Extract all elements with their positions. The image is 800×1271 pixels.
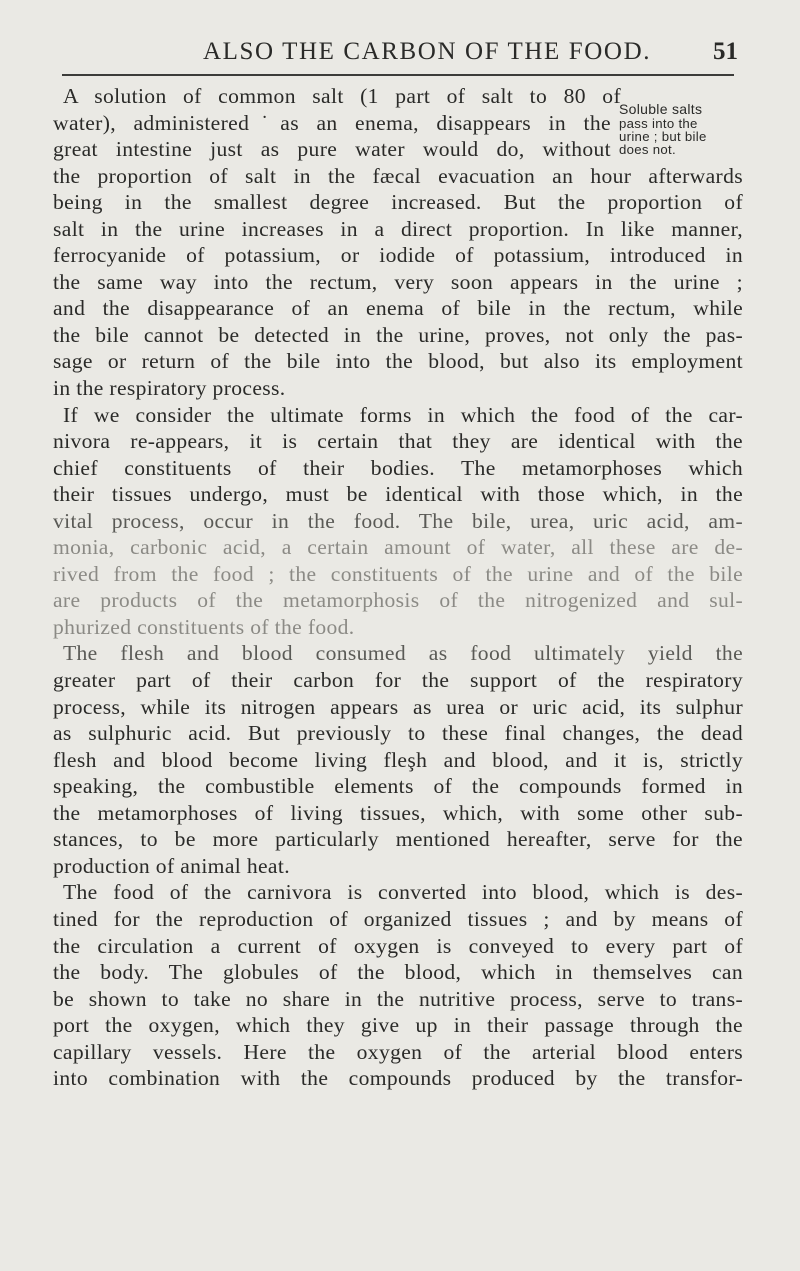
text-line: the proportion of salt in the fæcal evacuation an hour afterwards	[53, 163, 743, 188]
text-line: the circulation a current of oxygen is conveyed to every part of	[53, 933, 743, 958]
page-number: 51	[713, 38, 738, 65]
text-line: salt in the urine increases in a direct proportion. In like manner,	[53, 216, 743, 241]
text-line: and the disappearance of an enema of bile in the rectum, while	[53, 296, 743, 321]
text-line: capillary vessels. Here the oxygen of the arterial blood enters	[53, 1039, 743, 1064]
text-line: being in the smallest degree increased. But the proportion of	[53, 190, 743, 215]
running-head: ALSO THE CARBON OF THE FOOD.	[203, 38, 652, 65]
body-text	[53, 83, 743, 1092]
text-line: rived from the food ; the constituents of the urine and of the bile	[53, 561, 743, 586]
text-line: The food of the carnivora is converted into blood, which is des-	[63, 880, 743, 905]
text-line: greater part of their carbon for the support of the respiratory	[53, 668, 743, 693]
text-line: The flesh and blood consumed as food ultimately yield the	[63, 641, 743, 666]
text-line: great intestine just as pure water would do, without	[53, 137, 611, 162]
text-line: nivora re-appears, it is certain that they are identical with the	[53, 429, 743, 454]
header-rule	[62, 74, 734, 76]
text-line: speaking, the combustible elements of the compounds formed in	[53, 774, 743, 799]
text-line: stances, to be more particularly mentioned hereafter, serve for the	[53, 827, 743, 852]
text-line: chief constituents of their bodies. The metamorphoses which	[53, 455, 743, 480]
text-line: their tissues undergo, must be identical with those which, in the	[53, 482, 743, 507]
text-line: tined for the reproduction of organized tissues ; and by means of	[53, 906, 743, 931]
text-line: A solution of common salt (1 part of salt to 80 of	[63, 84, 621, 108]
text-line: in the respiratory process.	[53, 376, 286, 401]
text-line: production of animal heat.	[53, 853, 290, 878]
margin-note-line: does not.	[619, 141, 676, 157]
text-line: the body. The globules of the blood, which in themselves can	[53, 960, 743, 985]
page-header	[60, 38, 740, 70]
text-line: port the oxygen, which they give up in their passage through the	[53, 1013, 743, 1038]
text-line: ferrocyanide of potassium, or iodide of potassium, introduced in	[53, 243, 743, 268]
text-line: are products of the metamorphosis of the nitrogenized and sul-	[53, 588, 743, 613]
text-line: monia, carbonic acid, a certain amount of water, all these are de-	[53, 535, 743, 560]
text-line: sage or return of the bile into the blood, but also its employment	[53, 349, 743, 374]
text-line: the bile cannot be detected in the urine, proves, not only the pas-	[53, 322, 743, 347]
text-line: be shown to take no share in the nutritive process, serve to trans-	[53, 986, 743, 1011]
margin-note-line: urine ; but bile	[619, 128, 707, 144]
text-line: If we consider the ultimate forms in which the food of the car-	[63, 402, 743, 427]
text-line: as sulphuric acid. But previously to these final changes, the dead	[53, 721, 743, 746]
margin-note-line: Soluble salts	[619, 101, 703, 117]
text-line: water), administered˙as an enema, disappears in the	[53, 110, 611, 135]
text-line: the same way into the rectum, very soon appears in the urine ;	[53, 269, 743, 294]
text-line: vital process, occur in the food. The bile, urea, uric acid, am-	[53, 508, 743, 533]
text-line: into combination with the compounds produced by the transfor-	[53, 1066, 743, 1091]
text-line: phurized constituents of the food.	[53, 614, 355, 639]
text-line: the metamorphoses of living tissues, which, with some other sub-	[53, 800, 743, 825]
text-line: flesh and blood become living fleşh and blood, and it is, strictly	[53, 747, 743, 772]
text-line: process, while its nitrogen appears as urea or uric acid, its sulphur	[53, 694, 743, 719]
margin-note-line: pass into the	[619, 116, 698, 131]
